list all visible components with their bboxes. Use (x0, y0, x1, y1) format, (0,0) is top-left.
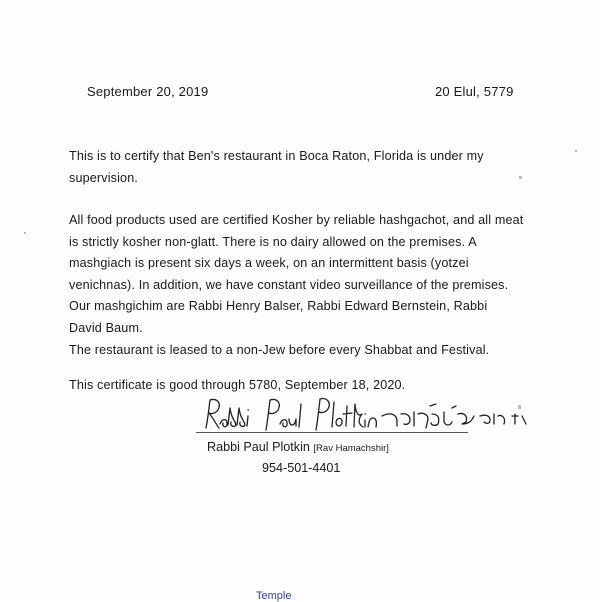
gregorian-date: September 20, 2019 (87, 84, 209, 99)
handwritten-signature (200, 394, 530, 436)
text-line: supervision. (69, 170, 138, 185)
text-line: All food products used are certified Kosher by reliable hashgachot, and all meat (69, 213, 524, 227)
phone-number: 954-501-4401 (262, 461, 341, 475)
scan-mark (24, 232, 26, 234)
certification-paragraph (69, 146, 539, 189)
signer-name: Rabbi Paul Plotkin (207, 440, 310, 454)
scan-mark (575, 150, 577, 152)
signature-line (196, 432, 468, 433)
text-line: David Baum. (69, 320, 143, 335)
signer-block (207, 440, 389, 454)
text-line: venichnas). In addition, we have constant video surveillance of the premises. (69, 277, 509, 292)
text-line: This is to certify that Ben's restaurant in Boca Raton, Florida is under my (69, 149, 484, 163)
hebrew-date: 20 Elul, 5779 (435, 84, 514, 99)
text-line: mashgiach is present six days a week, on an intermittent basis (yotzei (69, 256, 469, 271)
scan-mark (519, 176, 522, 179)
text-line: Our mashgichim are Rabbi Henry Balser, Rabbi Edward Bernstein, Rabbi (69, 299, 488, 314)
text-line: is strictly kosher non-glatt. There is no dairy allowed on the premises. A (69, 234, 477, 249)
scan-mark (518, 405, 521, 409)
footer-link[interactable]: Temple (256, 590, 292, 602)
validity-statement: This certificate is good through 5780, September 18, 2020. (69, 378, 406, 392)
details-paragraph (69, 210, 539, 361)
text-line: The restaurant is leased to a non-Jew before every Shabbat and Festival. (69, 342, 490, 357)
signer-title: [Rav Hamachshir] (313, 443, 389, 454)
